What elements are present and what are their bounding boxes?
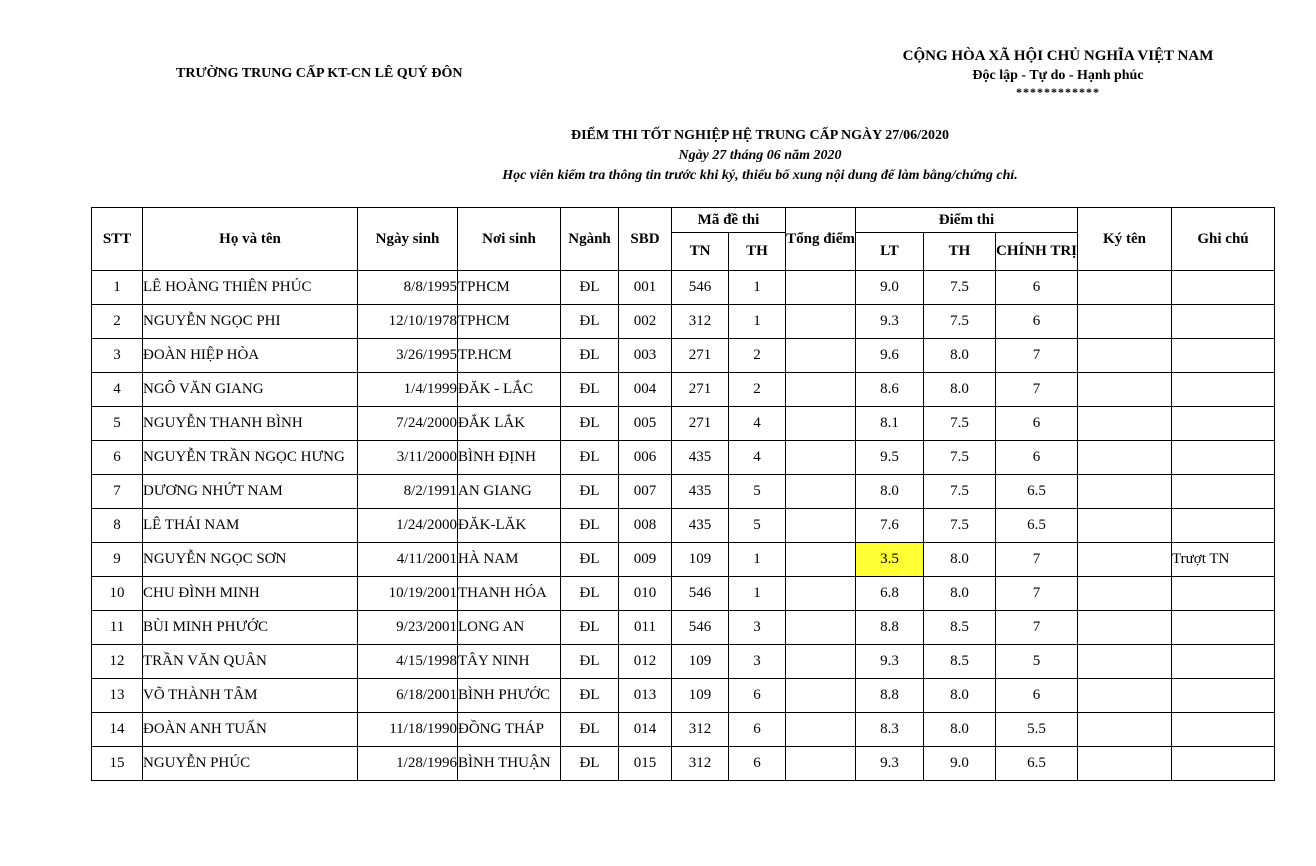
cell-major: ĐL xyxy=(561,577,619,611)
cell-total xyxy=(786,271,856,305)
table-row xyxy=(92,679,1275,713)
cell-name: DƯƠNG NHỨT NAM xyxy=(143,475,358,509)
table-row xyxy=(92,475,1275,509)
header-scores: Điểm thi xyxy=(856,208,1078,233)
header-major: Ngành xyxy=(561,208,619,271)
cell-note xyxy=(1172,271,1275,305)
cell-chinh-tri: 6 xyxy=(996,441,1078,475)
motto-divider: ************ xyxy=(1016,85,1100,99)
cell-th-score: 7.5 xyxy=(924,271,996,305)
table-row xyxy=(92,407,1275,441)
cell-chinh-tri: 6 xyxy=(996,679,1078,713)
cell-name: ĐOÀN HIỆP HÒA xyxy=(143,339,358,373)
cell-major: ĐL xyxy=(561,747,619,781)
cell-note xyxy=(1172,509,1275,543)
cell-tn: 109 xyxy=(672,679,729,713)
cell-stt: 12 xyxy=(92,645,143,679)
cell-stt: 11 xyxy=(92,611,143,645)
cell-total xyxy=(786,373,856,407)
cell-total xyxy=(786,305,856,339)
cell-dob: 11/18/1990 xyxy=(358,713,458,747)
cell-th-score: 7.5 xyxy=(924,407,996,441)
cell-chinh-tri: 6.5 xyxy=(996,747,1078,781)
cell-stt: 2 xyxy=(92,305,143,339)
cell-sbd: 013 xyxy=(619,679,672,713)
cell-note xyxy=(1172,611,1275,645)
cell-dob: 8/8/1995 xyxy=(358,271,458,305)
cell-name: LÊ HOÀNG THIÊN PHÚC xyxy=(143,271,358,305)
document-date: Ngày 27 tháng 06 năm 2020 xyxy=(678,148,842,163)
table-row xyxy=(92,645,1275,679)
cell-sign xyxy=(1078,373,1172,407)
table-row xyxy=(92,509,1275,543)
cell-total xyxy=(786,645,856,679)
cell-tn: 546 xyxy=(672,271,729,305)
cell-dob: 6/18/2001 xyxy=(358,679,458,713)
table-row xyxy=(92,271,1275,305)
cell-sbd: 007 xyxy=(619,475,672,509)
cell-lt: 8.1 xyxy=(856,407,924,441)
cell-lt: 8.0 xyxy=(856,475,924,509)
cell-name: NGUYỄN THANH BÌNH xyxy=(143,407,358,441)
cell-pob: TPHCM xyxy=(458,271,561,305)
cell-chinh-tri: 6 xyxy=(996,305,1078,339)
cell-lt: 6.8 xyxy=(856,577,924,611)
cell-note xyxy=(1172,475,1275,509)
cell-stt: 6 xyxy=(92,441,143,475)
cell-lt: 8.8 xyxy=(856,611,924,645)
cell-sign xyxy=(1078,441,1172,475)
cell-sign xyxy=(1078,577,1172,611)
cell-th: 1 xyxy=(729,543,786,577)
cell-lt: 7.6 xyxy=(856,509,924,543)
cell-th: 1 xyxy=(729,305,786,339)
cell-name: NGÔ VĂN GIANG xyxy=(143,373,358,407)
cell-dob: 9/23/2001 xyxy=(358,611,458,645)
cell-dob: 1/28/1996 xyxy=(358,747,458,781)
republic-title: CỘNG HÒA XÃ HỘI CHỦ NGHĨA VIỆT NAM xyxy=(902,48,1214,64)
cell-tn: 109 xyxy=(672,543,729,577)
cell-note xyxy=(1172,645,1275,679)
cell-tn: 109 xyxy=(672,645,729,679)
cell-chinh-tri: 6.5 xyxy=(996,509,1078,543)
cell-major: ĐL xyxy=(561,271,619,305)
table-row xyxy=(92,713,1275,747)
cell-stt: 9 xyxy=(92,543,143,577)
cell-dob: 1/24/2000 xyxy=(358,509,458,543)
cell-dob: 4/15/1998 xyxy=(358,645,458,679)
cell-th: 1 xyxy=(729,271,786,305)
cell-stt: 13 xyxy=(92,679,143,713)
header-note: Ghi chú xyxy=(1172,208,1275,271)
cell-pob: TP.HCM xyxy=(458,339,561,373)
cell-pob: THANH HÓA xyxy=(458,577,561,611)
cell-sbd: 014 xyxy=(619,713,672,747)
cell-lt: 8.8 xyxy=(856,679,924,713)
cell-th-score: 7.5 xyxy=(924,305,996,339)
cell-sign xyxy=(1078,679,1172,713)
table-row xyxy=(92,339,1275,373)
cell-name: BÙI MINH PHƯỚC xyxy=(143,611,358,645)
cell-dob: 10/19/2001 xyxy=(358,577,458,611)
cell-name: ĐOÀN ANH TUẤN xyxy=(143,713,358,747)
cell-total xyxy=(786,509,856,543)
cell-note: Trượt TN xyxy=(1172,543,1275,577)
cell-tn: 271 xyxy=(672,407,729,441)
cell-chinh-tri: 6.5 xyxy=(996,475,1078,509)
header-th-score: TH xyxy=(924,233,996,271)
cell-name: NGUYỄN NGỌC SƠN xyxy=(143,543,358,577)
table-row xyxy=(92,577,1275,611)
header-exam-code: Mã đề thi xyxy=(672,208,786,233)
cell-pob: ĐỒNG THÁP xyxy=(458,713,561,747)
cell-chinh-tri: 5.5 xyxy=(996,713,1078,747)
cell-chinh-tri: 7 xyxy=(996,611,1078,645)
cell-stt: 7 xyxy=(92,475,143,509)
cell-sbd: 008 xyxy=(619,509,672,543)
cell-th: 5 xyxy=(729,475,786,509)
cell-major: ĐL xyxy=(561,679,619,713)
national-header xyxy=(888,46,1228,98)
cell-th: 2 xyxy=(729,373,786,407)
cell-dob: 4/11/2001 xyxy=(358,543,458,577)
cell-total xyxy=(786,679,856,713)
header-pob: Nơi sinh xyxy=(458,208,561,271)
cell-pob: TPHCM xyxy=(458,305,561,339)
cell-lt: 9.3 xyxy=(856,747,924,781)
table-row xyxy=(92,373,1275,407)
cell-pob: BÌNH ĐỊNH xyxy=(458,441,561,475)
cell-sign xyxy=(1078,509,1172,543)
cell-tn: 546 xyxy=(672,577,729,611)
cell-note xyxy=(1172,407,1275,441)
cell-sbd: 009 xyxy=(619,543,672,577)
cell-th: 4 xyxy=(729,441,786,475)
header-total: Tổng điểm xyxy=(786,208,856,271)
national-motto: Độc lập - Tự do - Hạnh phúc xyxy=(972,68,1144,83)
cell-sbd: 012 xyxy=(619,645,672,679)
cell-note xyxy=(1172,577,1275,611)
cell-total xyxy=(786,441,856,475)
cell-major: ĐL xyxy=(561,373,619,407)
cell-dob: 3/11/2000 xyxy=(358,441,458,475)
cell-tn: 435 xyxy=(672,441,729,475)
cell-lt: 3.5 xyxy=(856,543,924,577)
cell-name: VÕ THÀNH TÂM xyxy=(143,679,358,713)
cell-note xyxy=(1172,339,1275,373)
cell-sbd: 003 xyxy=(619,339,672,373)
cell-chinh-tri: 7 xyxy=(996,543,1078,577)
cell-stt: 3 xyxy=(92,339,143,373)
cell-major: ĐL xyxy=(561,441,619,475)
cell-lt: 9.3 xyxy=(856,645,924,679)
document-titles xyxy=(420,126,1100,186)
cell-th: 1 xyxy=(729,577,786,611)
cell-lt: 9.0 xyxy=(856,271,924,305)
cell-note xyxy=(1172,373,1275,407)
cell-th: 2 xyxy=(729,339,786,373)
cell-name: CHU ĐÌNH MINH xyxy=(143,577,358,611)
cell-tn: 271 xyxy=(672,339,729,373)
cell-sbd: 006 xyxy=(619,441,672,475)
cell-total xyxy=(786,339,856,373)
cell-sign xyxy=(1078,645,1172,679)
cell-major: ĐL xyxy=(561,305,619,339)
cell-total xyxy=(786,543,856,577)
cell-tn: 312 xyxy=(672,713,729,747)
cell-pob: LONG AN xyxy=(458,611,561,645)
cell-major: ĐL xyxy=(561,543,619,577)
cell-pob: HÀ NAM xyxy=(458,543,561,577)
document-title: ĐIỂM THI TỐT NGHIỆP HỆ TRUNG CẤP NGÀY 27/06/2020 xyxy=(570,128,950,143)
header-th: TH xyxy=(729,233,786,271)
cell-note xyxy=(1172,747,1275,781)
header-dob: Ngày sinh xyxy=(358,208,458,271)
cell-sbd: 011 xyxy=(619,611,672,645)
school-name: TRƯỜNG TRUNG CẤP KT-CN LÊ QUÝ ĐÔN xyxy=(176,66,463,81)
cell-th: 5 xyxy=(729,509,786,543)
cell-chinh-tri: 7 xyxy=(996,577,1078,611)
cell-tn: 312 xyxy=(672,747,729,781)
cell-chinh-tri: 7 xyxy=(996,339,1078,373)
cell-pob: ĐẮK LẮK xyxy=(458,407,561,441)
cell-name: TRẦN VĂN QUÂN xyxy=(143,645,358,679)
cell-major: ĐL xyxy=(561,339,619,373)
table-row xyxy=(92,305,1275,339)
cell-chinh-tri: 6 xyxy=(996,271,1078,305)
cell-lt: 8.6 xyxy=(856,373,924,407)
table-row xyxy=(92,747,1275,781)
cell-tn: 435 xyxy=(672,509,729,543)
cell-th-score: 7.5 xyxy=(924,475,996,509)
cell-note xyxy=(1172,305,1275,339)
cell-note xyxy=(1172,713,1275,747)
cell-stt: 4 xyxy=(92,373,143,407)
cell-total xyxy=(786,713,856,747)
cell-sign xyxy=(1078,543,1172,577)
header-chinh-tri: CHÍNH TRỊ xyxy=(996,233,1078,271)
cell-stt: 10 xyxy=(92,577,143,611)
cell-tn: 271 xyxy=(672,373,729,407)
cell-major: ĐL xyxy=(561,713,619,747)
cell-lt: 8.3 xyxy=(856,713,924,747)
cell-name: LÊ THÁI NAM xyxy=(143,509,358,543)
cell-sign xyxy=(1078,713,1172,747)
cell-total xyxy=(786,577,856,611)
cell-name: NGUYỄN TRẦN NGỌC HƯNG xyxy=(143,441,358,475)
cell-tn: 312 xyxy=(672,305,729,339)
cell-th: 6 xyxy=(729,679,786,713)
cell-sbd: 005 xyxy=(619,407,672,441)
cell-tn: 435 xyxy=(672,475,729,509)
cell-th: 6 xyxy=(729,713,786,747)
cell-th-score: 8.5 xyxy=(924,611,996,645)
header-tn: TN xyxy=(672,233,729,271)
cell-th-score: 8.0 xyxy=(924,543,996,577)
cell-total xyxy=(786,747,856,781)
cell-dob: 12/10/1978 xyxy=(358,305,458,339)
cell-lt: 9.6 xyxy=(856,339,924,373)
header-sbd: SBD xyxy=(619,208,672,271)
cell-sbd: 001 xyxy=(619,271,672,305)
table-row xyxy=(92,441,1275,475)
cell-note xyxy=(1172,441,1275,475)
cell-th: 6 xyxy=(729,747,786,781)
cell-th-score: 8.0 xyxy=(924,373,996,407)
cell-th-score: 8.5 xyxy=(924,645,996,679)
cell-th-score: 8.0 xyxy=(924,679,996,713)
cell-chinh-tri: 7 xyxy=(996,373,1078,407)
cell-stt: 5 xyxy=(92,407,143,441)
cell-note xyxy=(1172,679,1275,713)
cell-th-score: 8.0 xyxy=(924,577,996,611)
cell-lt: 9.5 xyxy=(856,441,924,475)
cell-th: 3 xyxy=(729,645,786,679)
cell-major: ĐL xyxy=(561,475,619,509)
cell-th-score: 7.5 xyxy=(924,441,996,475)
cell-major: ĐL xyxy=(561,645,619,679)
cell-pob: BÌNH THUẬN xyxy=(458,747,561,781)
cell-sbd: 010 xyxy=(619,577,672,611)
header-name: Họ và tên xyxy=(143,208,358,271)
cell-pob: ĐĂK-LĂK xyxy=(458,509,561,543)
cell-sign xyxy=(1078,271,1172,305)
header-stt: STT xyxy=(92,208,143,271)
cell-total xyxy=(786,475,856,509)
cell-stt: 1 xyxy=(92,271,143,305)
cell-th: 3 xyxy=(729,611,786,645)
cell-sign xyxy=(1078,305,1172,339)
cell-sbd: 002 xyxy=(619,305,672,339)
table-row xyxy=(92,543,1275,577)
cell-dob: 3/26/1995 xyxy=(358,339,458,373)
cell-stt: 14 xyxy=(92,713,143,747)
cell-name: NGUYỄN NGỌC PHI xyxy=(143,305,358,339)
cell-sbd: 004 xyxy=(619,373,672,407)
cell-sign xyxy=(1078,339,1172,373)
cell-th-score: 8.0 xyxy=(924,339,996,373)
cell-th-score: 7.5 xyxy=(924,509,996,543)
cell-sign xyxy=(1078,407,1172,441)
cell-th-score: 9.0 xyxy=(924,747,996,781)
cell-dob: 1/4/1999 xyxy=(358,373,458,407)
cell-pob: ĐĂK - LẮC xyxy=(458,373,561,407)
cell-total xyxy=(786,611,856,645)
cell-tn: 546 xyxy=(672,611,729,645)
cell-pob: TÂY NINH xyxy=(458,645,561,679)
cell-total xyxy=(786,407,856,441)
grades-table xyxy=(91,207,1275,781)
cell-chinh-tri: 5 xyxy=(996,645,1078,679)
cell-sign xyxy=(1078,611,1172,645)
document-note: Học viên kiểm tra thông tin trước khi ký, thiếu bổ xung nội dung để làm bằng/chứng chỉ. xyxy=(502,168,1018,183)
cell-th-score: 8.0 xyxy=(924,713,996,747)
cell-dob: 8/2/1991 xyxy=(358,475,458,509)
cell-pob: AN GIANG xyxy=(458,475,561,509)
cell-th: 4 xyxy=(729,407,786,441)
header-sign: Ký tên xyxy=(1078,208,1172,271)
cell-chinh-tri: 6 xyxy=(996,407,1078,441)
cell-stt: 8 xyxy=(92,509,143,543)
cell-stt: 15 xyxy=(92,747,143,781)
header-lt: LT xyxy=(856,233,924,271)
cell-pob: BÌNH PHƯỚC xyxy=(458,679,561,713)
table-row xyxy=(92,611,1275,645)
cell-sbd: 015 xyxy=(619,747,672,781)
cell-sign xyxy=(1078,747,1172,781)
cell-major: ĐL xyxy=(561,509,619,543)
cell-sign xyxy=(1078,475,1172,509)
cell-name: NGUYỄN PHÚC xyxy=(143,747,358,781)
cell-major: ĐL xyxy=(561,407,619,441)
cell-major: ĐL xyxy=(561,611,619,645)
cell-dob: 7/24/2000 xyxy=(358,407,458,441)
cell-lt: 9.3 xyxy=(856,305,924,339)
